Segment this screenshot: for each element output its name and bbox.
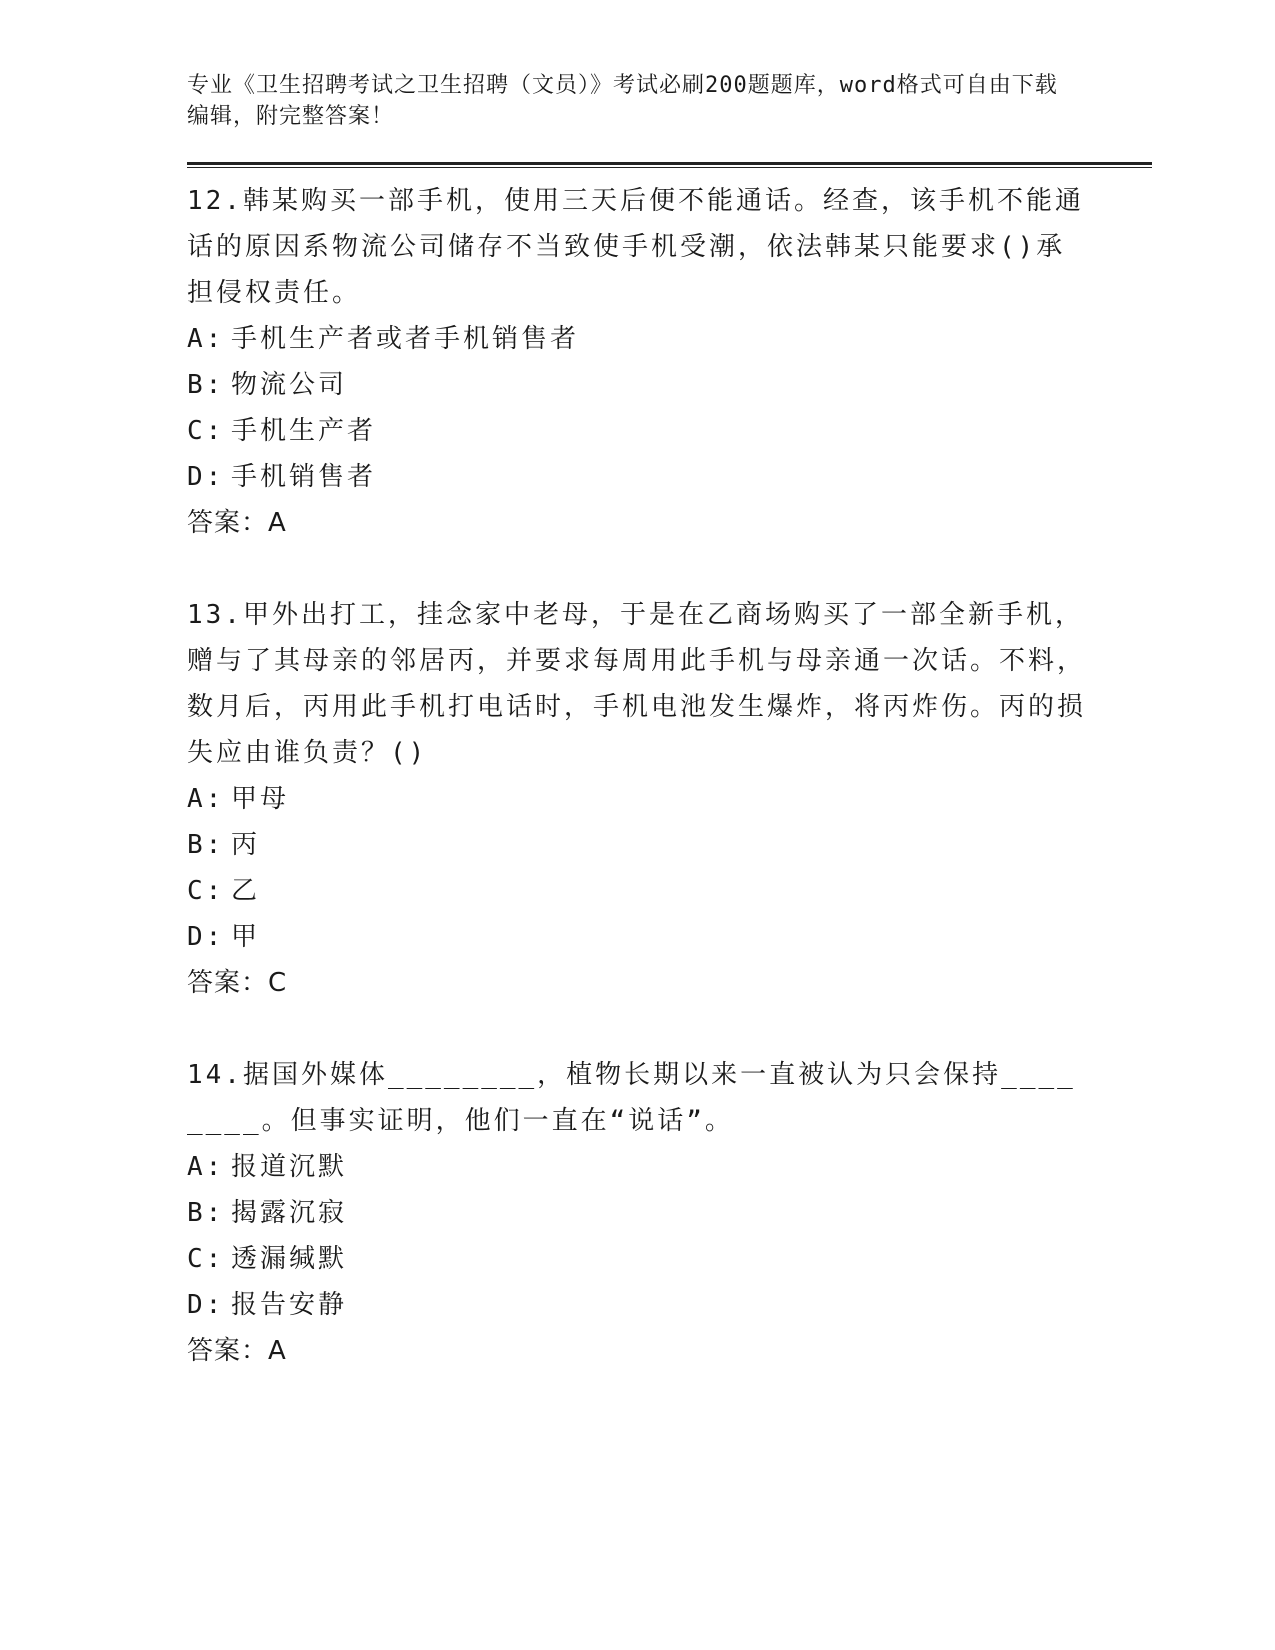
- option-d: [187, 454, 1087, 500]
- option-b: [187, 1190, 1087, 1236]
- option-text: 揭露沉寂: [231, 1198, 348, 1228]
- option-letter: B:: [187, 830, 225, 860]
- option-text: 丙: [231, 830, 261, 860]
- question-13: [187, 592, 1087, 1006]
- option-letter: B:: [187, 370, 225, 400]
- option-letter: A:: [187, 324, 225, 354]
- option-text: 甲母: [231, 784, 290, 814]
- option-text: 手机生产者: [231, 416, 377, 446]
- option-letter: D:: [187, 922, 225, 952]
- option-text: 手机生产者或者手机销售者: [231, 324, 580, 354]
- option-letter: A:: [187, 1152, 225, 1182]
- answer-line: 答案：A: [187, 508, 287, 538]
- option-text: 报道沉默: [231, 1152, 348, 1182]
- option-letter: C:: [187, 1244, 225, 1274]
- option-text: 乙: [231, 876, 261, 906]
- option-d: [187, 914, 1087, 960]
- option-letter: C:: [187, 876, 225, 906]
- option-letter: C:: [187, 416, 225, 446]
- answer-line: 答案：A: [187, 1336, 287, 1366]
- option-letter: A:: [187, 784, 225, 814]
- question-14: [187, 1052, 1087, 1374]
- header-divider: [187, 162, 1152, 168]
- option-text: 报告安静: [231, 1290, 348, 1320]
- option-letter: D:: [187, 1290, 225, 1320]
- option-a: [187, 1144, 1087, 1190]
- option-d: [187, 1282, 1087, 1328]
- option-text: 手机销售者: [231, 462, 377, 492]
- spacer: [187, 1006, 1087, 1052]
- option-c: [187, 408, 1087, 454]
- document-page: [187, 70, 1087, 1374]
- document-header: 专业《卫生招聘考试之卫生招聘（文员）》考试必刷200题题库，word格式可自由下载编辑，附完整答案！: [187, 73, 1058, 129]
- option-text: 透漏缄默: [231, 1244, 348, 1274]
- option-b: [187, 822, 1087, 868]
- option-text: 物流公司: [231, 370, 348, 400]
- question-stem: 12.韩某购买一部手机，使用三天后便不能通话。经查，该手机不能通话的原因系物流公司储存不当致使手机受潮，依法韩某只能要求()承担侵权责任。: [187, 186, 1084, 308]
- option-letter: D:: [187, 462, 225, 492]
- option-a: [187, 776, 1087, 822]
- spacer: [187, 546, 1087, 592]
- option-a: [187, 316, 1087, 362]
- answer-line: 答案：C: [187, 968, 288, 998]
- option-c: [187, 1236, 1087, 1282]
- option-letter: B:: [187, 1198, 225, 1228]
- option-text: 甲: [231, 922, 261, 952]
- option-c: [187, 868, 1087, 914]
- question-stem: 14.据国外媒体________，植物长期以来一直被认为只会保持________。但事实证明，他们一直在“说话”。: [187, 1060, 1076, 1136]
- question-stem: 13.甲外出打工，挂念家中老母，于是在乙商场购买了一部全新手机，赠与了其母亲的邻居丙，并要求每周用此手机与母亲通一次话。不料，数月后，丙用此手机打电话时，手机电池发生爆炸，将丙炸伤。丙的损失应由谁负责？(): [187, 600, 1087, 768]
- option-b: [187, 362, 1087, 408]
- question-12: [187, 178, 1087, 546]
